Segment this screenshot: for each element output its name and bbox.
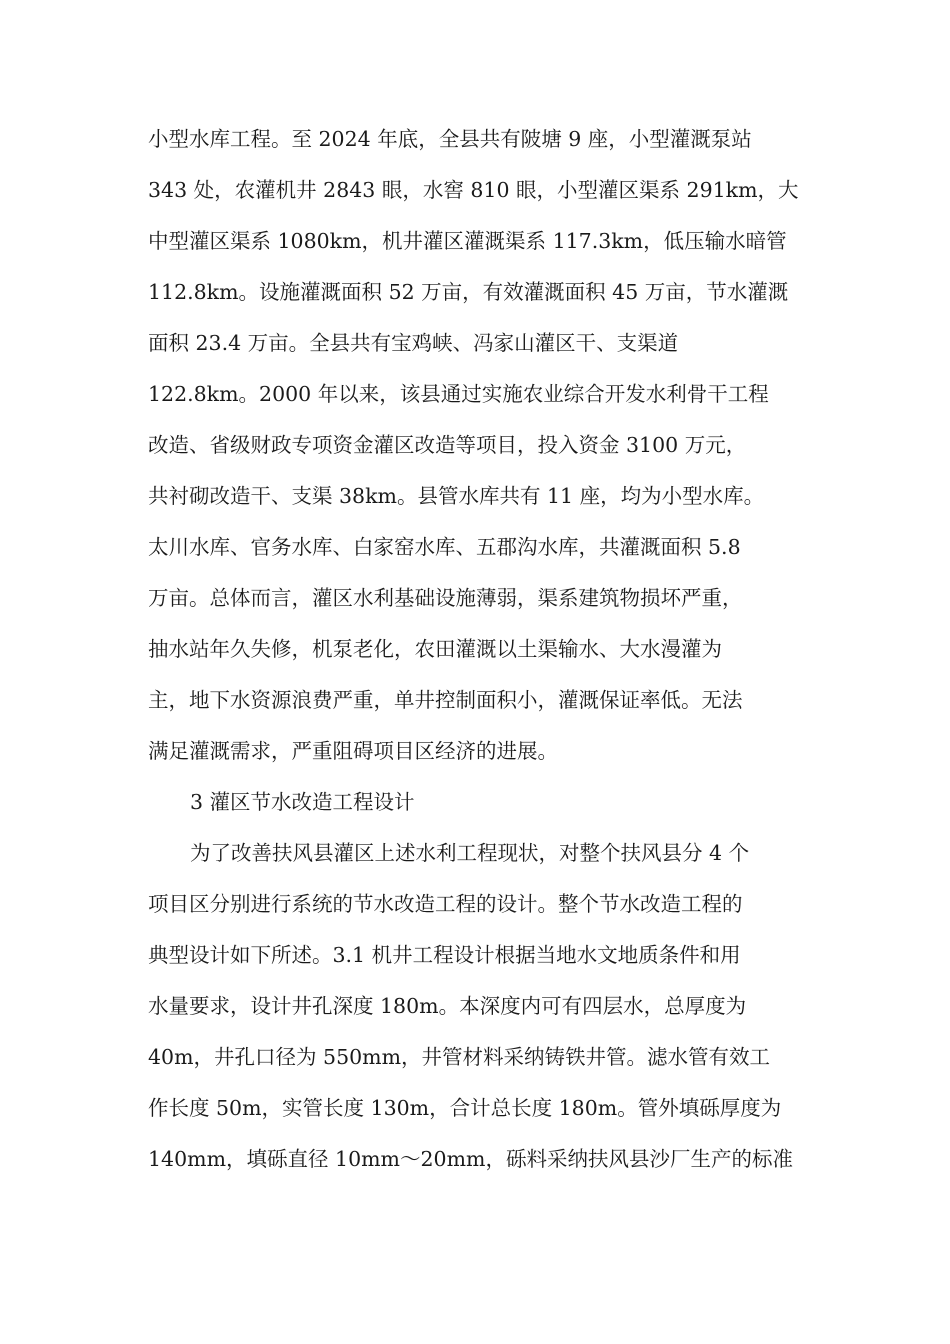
text-line: 面积 23.4 万亩。全县共有宝鸡峡、冯家山灌区干、支渠道 bbox=[148, 331, 679, 355]
text-line: 万亩。总体而言，灌区水利基础设施薄弱，渠系建筑物损坏严重， bbox=[148, 586, 743, 610]
text-line: 小型水库工程。至 2024 年底，全县共有陂塘 9 座，小型灌溉泵站 bbox=[148, 127, 752, 151]
text-line: 主，地下水资源浪费严重，单井控制面积小，灌溉保证率低。无法 bbox=[148, 688, 743, 712]
text-line: 水量要求，设计井孔深度 180m。本深度内可有四层水，总厚度为 bbox=[148, 994, 747, 1018]
text-line: 40m，井孔口径为 550mm，井管材料采纳铸铁井管。滤水管有效工 bbox=[148, 1045, 771, 1069]
text-line: 作长度 50m，实管长度 130m，合计总长度 180m。管外填砾厚度为 bbox=[148, 1096, 782, 1120]
text-line: 改造、省级财政专项资金灌区改造等项目，投入资金 3100 万元， bbox=[148, 433, 747, 457]
text-line: 343 处，农灌机井 2843 眼，水窖 810 眼，小型灌区渠系 291km，大 bbox=[148, 178, 799, 202]
text-line: 为了改善扶风县灌区上述水利工程现状，对整个扶风县分 4 个 bbox=[190, 841, 750, 865]
text-line: 抽水站年久失修，机泵老化，农田灌溉以土渠输水、大水漫灌为 bbox=[148, 637, 722, 661]
text-line: 122.8km。2000 年以来，该县通过实施农业综合开发水利骨干工程 bbox=[148, 382, 769, 406]
text-line: 满足灌溉需求，严重阻碍项目区经济的进展。 bbox=[148, 739, 558, 763]
text-line: 项目区分别进行系统的节水改造工程的设计。整个节水改造工程的 bbox=[148, 892, 743, 916]
text-line: 140mm，填砾直径 10mm～20mm，砾料采纳扶风县沙厂生产的标准 bbox=[148, 1147, 793, 1171]
text-line: 共衬砌改造干、支渠 38km。县管水库共有 11 座，均为小型水库。 bbox=[148, 484, 765, 508]
text-line: 112.8km。设施灌溉面积 52 万亩，有效灌溉面积 45 万亩，节水灌溉 bbox=[148, 280, 789, 304]
text-line: 中型灌区渠系 1080km，机井灌区灌溉渠系 117.3km，低压输水暗管 bbox=[148, 229, 787, 253]
text-line: 太川水库、官务水库、白家窑水库、五郡沟水库，共灌溉面积 5.8 bbox=[148, 535, 741, 559]
section-heading: 3 灌区节水改造工程设计 bbox=[190, 790, 415, 814]
text-line: 典型设计如下所述。3.1 机井工程设计根据当地水文地质条件和用 bbox=[148, 943, 741, 967]
